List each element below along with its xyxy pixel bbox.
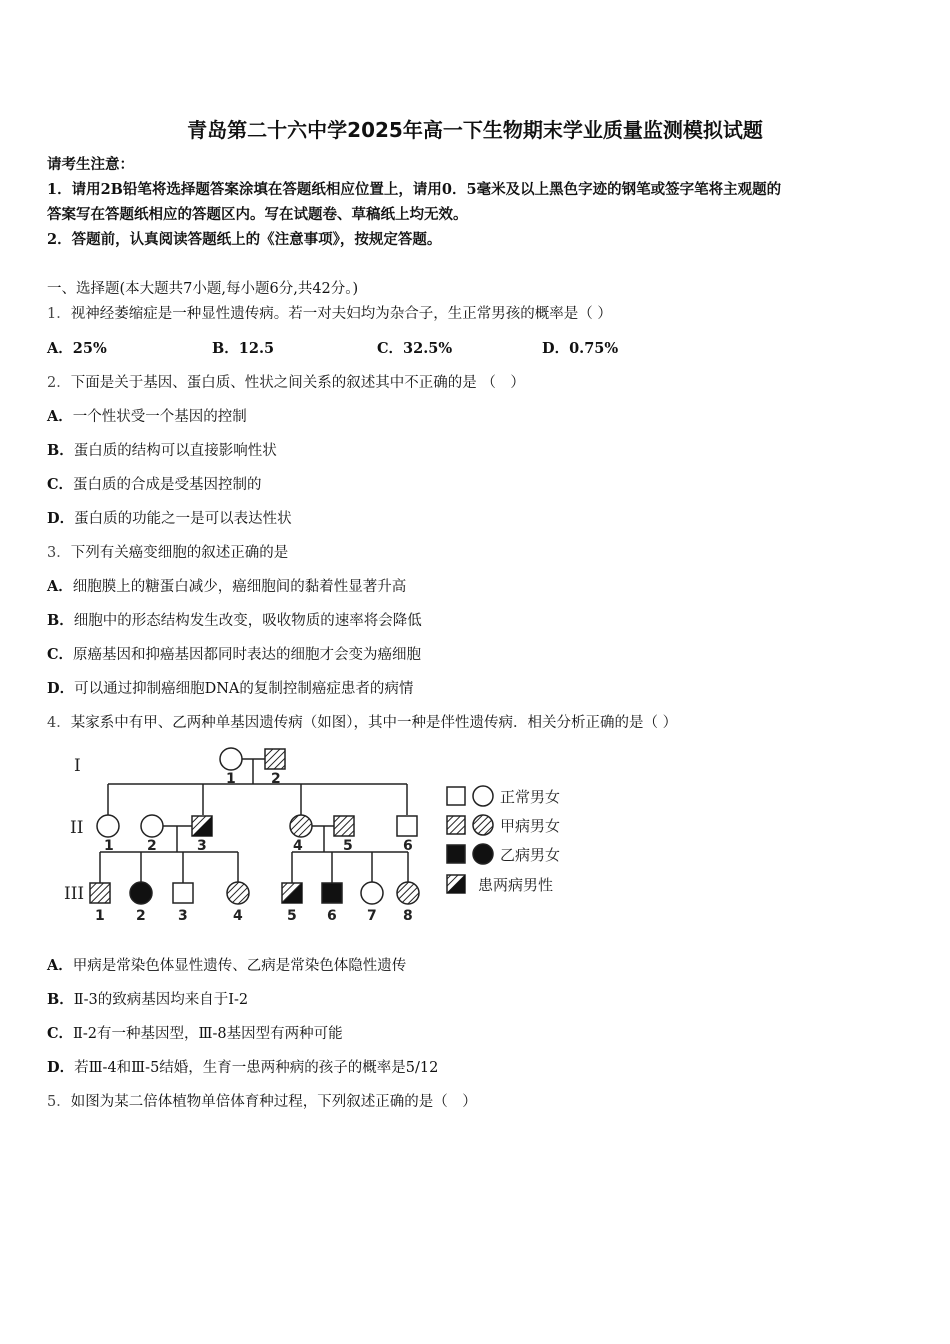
- pedigree-legend: [447, 786, 560, 894]
- svg-text:3: 3: [197, 838, 207, 854]
- svg-text:5: 5: [343, 838, 353, 854]
- notice-line1a: 1．请用2B铅笔将选择题答案涂填在答题纸相应位置上，请用0．5毫米及以上黑色字迹的钢笔或签字笔将主观题的: [47, 181, 782, 198]
- legend-both: 患两病男性: [478, 876, 554, 894]
- q4-option-c: C．Ⅱ-2有一种基因型，Ⅲ-8基因型有两种可能: [47, 1025, 343, 1042]
- page-title: 青岛第二十六中学2025年高一下生物期末学业质量监测模拟试题: [187, 118, 763, 142]
- q3-option-d: D．可以通过抑制癌细胞DNA的复制控制癌症患者的病情: [47, 680, 414, 697]
- pedigree-III1-jia-male: [90, 883, 110, 903]
- q3-option-b: B．细胞中的形态结构发生改变，吸收物质的速率将会降低: [47, 612, 422, 629]
- legend-both-male-icon: [447, 875, 465, 893]
- q2-option-a: A．一个性状受一个基因的控制: [47, 408, 247, 425]
- legend-normal-female-icon: [473, 786, 493, 806]
- svg-text:6: 6: [327, 908, 337, 924]
- gen-label-I: I: [74, 756, 81, 776]
- svg-text:2: 2: [136, 908, 146, 924]
- q1-option-a: A．25%: [47, 340, 107, 357]
- svg-text:1: 1: [95, 908, 105, 924]
- gen-label-II: II: [70, 818, 84, 838]
- svg-text:1: 1: [104, 838, 114, 854]
- q2-option-b: B．蛋白质的结构可以直接影响性状: [47, 442, 277, 459]
- q1-number: 1．: [47, 306, 71, 322]
- q2-option-d: D．蛋白质的功能之一是可以表达性状: [47, 510, 292, 527]
- legend-normal-male-icon: [447, 787, 465, 805]
- pedigree-I1-normal-female: [220, 748, 242, 770]
- legend-jia: 甲病男女: [500, 817, 561, 835]
- svg-text:5: 5: [287, 908, 297, 924]
- pedigree-III6-yi-male: [322, 883, 342, 903]
- legend-jia-female-icon: [473, 815, 493, 835]
- svg-text:2: 2: [147, 838, 157, 854]
- q4-option-b: B．Ⅱ-3的致病基因均来自于Ⅰ-2: [47, 991, 249, 1008]
- pedigree-II4-jia-female: [290, 815, 312, 837]
- notice-line2: 2．答题前，认真阅读答题纸上的《注意事项》，按规定答题。: [47, 231, 442, 248]
- q1-stem: [47, 302, 612, 323]
- legend-yi: 乙病男女: [500, 846, 561, 864]
- legend-yi-male-icon: [447, 845, 465, 863]
- svg-text:6: 6: [403, 838, 413, 854]
- svg-text:3: 3: [178, 908, 188, 924]
- q1-option-c: C．32.5%: [377, 340, 453, 357]
- svg-text:4: 4: [293, 838, 303, 854]
- pedigree-III3-normal-male: [173, 883, 193, 903]
- notice-heading: 请考生注意：: [47, 156, 134, 173]
- q3-stem: 3．下列有关癌变细胞的叙述正确的是: [47, 545, 289, 561]
- svg-text:2: 2: [271, 771, 281, 787]
- q1-option-d: D．0.75%: [542, 340, 619, 357]
- q4-option-d: D．若Ⅲ-4和Ⅲ-5结婚，生育一患两种病的孩子的概率是5/12: [47, 1059, 439, 1076]
- svg-text:1: 1: [226, 771, 236, 787]
- pedigree-II2-normal-female: [141, 815, 163, 837]
- pedigree-III2-yi-female: [130, 882, 152, 904]
- gen-label-III: III: [64, 884, 85, 904]
- q3-option-c: C．原癌基因和抑癌基因都同时表达的细胞才会变为癌细胞: [47, 646, 422, 663]
- q4-option-a: A．甲病是常染色体显性遗传、乙病是常染色体隐性遗传: [47, 957, 407, 974]
- pedigree-II1-normal-female: [97, 815, 119, 837]
- svg-text:8: 8: [403, 908, 413, 924]
- svg-text:7: 7: [367, 908, 377, 924]
- q2-option-c: C．蛋白质的合成是受基因控制的: [47, 476, 262, 493]
- q2-stem: 2．下面是关于基因、蛋白质、性状之间关系的叙述其中不正确的是 （ ）: [47, 375, 525, 391]
- notice-line1b: 答案写在答题纸相应的答题区内。写在试题卷、草稿纸上均无效。: [47, 206, 468, 223]
- pedigree-III5-both-male: [282, 883, 302, 903]
- legend-normal: 正常男女: [500, 788, 561, 806]
- section-heading: 一、选择题(本大题共7小题,每小题6分,共42分。): [47, 281, 359, 297]
- svg-text:4: 4: [233, 908, 243, 924]
- q1-text: 视神经萎缩症是一种显性遗传病。若一对夫妇均为杂合子，生正常男孩的概率是（ ）: [70, 306, 612, 322]
- pedigree-III4-jia-female: [227, 882, 249, 904]
- pedigree-I2-jia-male: [265, 749, 285, 769]
- q5-stem: 5．如图为某二倍体植物单倍体育种过程，下列叙述正确的是（ ）: [47, 1094, 477, 1110]
- legend-jia-male-icon: [447, 816, 465, 834]
- pedigree-II6-normal-male: [397, 816, 417, 836]
- q1-option-b: B．12.5: [212, 340, 275, 357]
- q3-option-a: A．细胞膜上的糖蛋白减少，癌细胞间的黏着性显著升高: [47, 578, 407, 595]
- pedigree-II5-jia-male: [334, 816, 354, 836]
- q4-stem: 4．某家系中有甲、乙两种单基因遗传病（如图），其中一种是伴性遗传病．相关分析正确的是（ ）: [47, 715, 678, 731]
- pedigree-chart: [60, 742, 600, 927]
- pedigree-II3-both-male: [192, 816, 212, 836]
- legend-yi-female-icon: [473, 844, 493, 864]
- pedigree-III8-jia-female: [397, 882, 419, 904]
- pedigree-III7-normal-female: [361, 882, 383, 904]
